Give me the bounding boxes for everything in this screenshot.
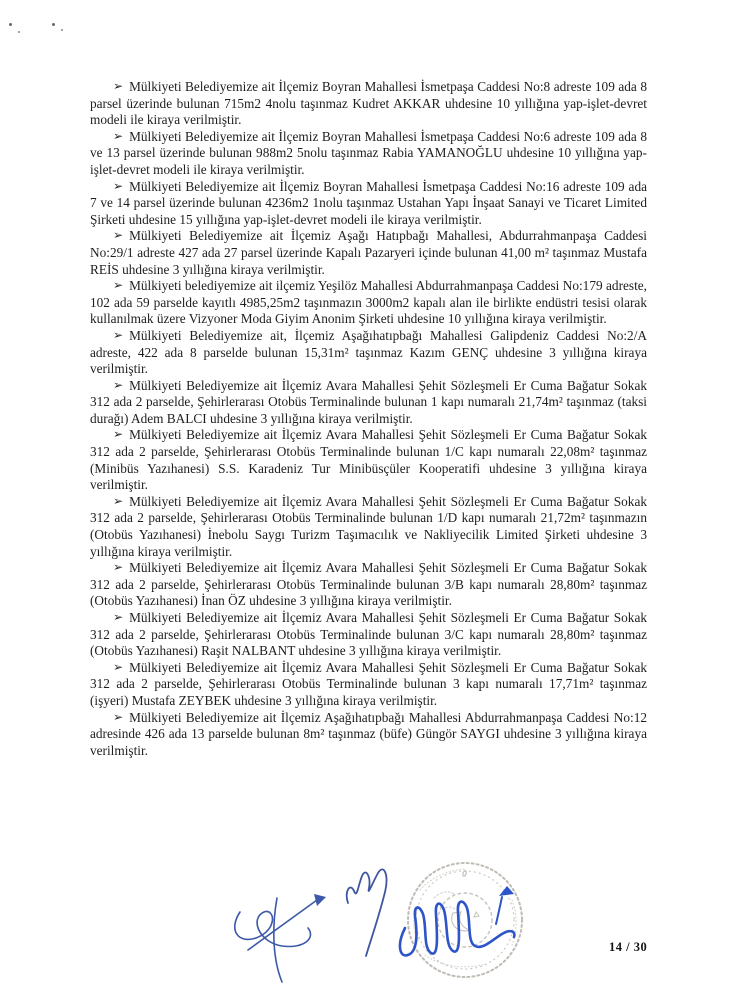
paragraph: [90, 228, 647, 278]
paragraph-text: Mülkiyeti Belediyemize ait İlçemiz Avara Mahallesi Şehit Sözleşmeli Er Cuma Bağatur Sokak 312 ada 2 parselde, Şehirlerarası Otobüs Terminalinde bulunan 1/D kapı numaralı 21,72m² taşınmazın (Otobüs Yazıhanesi) İnebolu Saygı Turizm Taşımacılık ve Nakliyecilik Limited Şirketi uhdesine 3 yıllığına kiraya verilmiştir.: [90, 493, 647, 559]
stamp-and-signatures-layer: [220, 850, 660, 1000]
scan-speck: [18, 31, 20, 33]
paragraph: [90, 79, 647, 129]
paragraph: [90, 328, 647, 378]
official-stamp: [408, 863, 522, 977]
bullet-arrow-icon: ➢: [113, 659, 124, 674]
bullet-arrow-icon: ➢: [113, 493, 124, 508]
paragraph-text: Mülkiyeti Belediyemize ait İlçemiz Aşağı Hatıpbağı Mahallesi, Abdurrahmanpaşa Caddesi No:29/1 adreste 427 ada 27 parsel üzerinde Kapalı Pazaryeri içinde bulunan 41,00 m² taşınmaz Mustafa REİS uhdesine 3 yıllığına kiraya verilmiştir.: [90, 228, 647, 277]
bullet-arrow-icon: ➢: [113, 327, 124, 342]
paragraph-text: Mülkiyeti Belediyemize ait İlçemiz Avara Mahallesi Şehit Sözleşmeli Er Cuma Bağatur Sokak 312 ada 2 parselde, Şehirlerarası Otobüs Terminalinde bulunan 3/B kapı numaralı 28,80m² taşınmaz (Otobüs Yazıhanesi) İnan ÖZ uhdesine 3 yıllığına kiraya verilmiştir.: [90, 560, 647, 609]
paragraph-text: Mülkiyeti Belediyemize ait İlçemiz Avara Mahallesi Şehit Sözleşmeli Er Cuma Bağatur Sokak 312 ada 2 parselde, Şehirlerarası Otobüs Terminalinde bulunan 1 kapı numaralı 21,74m² taşınmaz (taksi durağı) Adem BALCI uhdesine 3 yıllığına kiraya verilmiştir.: [90, 377, 647, 426]
arrowhead: [314, 894, 326, 906]
bullet-arrow-icon: ➢: [113, 79, 124, 93]
bullet-arrow-icon: ➢: [113, 427, 124, 442]
paragraph: [90, 129, 647, 179]
paragraph-text: Mülkiyeti Belediyemize ait, İlçemiz Aşağıhatıpbağı Mahallesi Galipdeniz Caddesi No:2/A adreste, 422 ada 8 parselde bulunan 15,31m² taşınmaz Kazım GENÇ uhdesine 3 yıllığına kiraya verilmiştir.: [90, 327, 647, 377]
paragraph-text: Mülkiyeti Belediyemize ait İlçemiz Boyran Mahallesi İsmetpaşa Caddesi No:16 adreste 109 ada 7 ve 14 parsel üzerinde bulunan 4236m2 1nolu taşınmaz Ustahan Yapı İnşaat Sanayi ve Ticaret Limited Şirketi uhdesine 15 yıllığına yap-işlet-devret modeli ile kiraya verilmiştir.: [90, 178, 647, 227]
bullet-arrow-icon: ➢: [113, 709, 124, 724]
bullet-arrow-icon: ➢: [113, 377, 124, 392]
signature-flag-tick: [499, 886, 514, 896]
paragraph: [90, 494, 647, 560]
paragraph-text: Mülkiyeti Belediyemize ait İlçemiz Boyran Mahallesi İsmetpaşa Caddesi No:6 adreste 109 ada 8 ve 13 parsel üzerinde bulunan 988m2 5nolu taşınmaz Rabia YAMANOĞLU uhdesine 10 yıllığına yap-işlet-devret modeli ile kiraya verilmiştir.: [90, 128, 647, 177]
bullet-arrow-icon: ➢: [113, 560, 124, 575]
paragraph-text: Mülkiyeti belediyemize ait ilçemiz Yeşilöz Mahallesi Abdurrahmanpaşa Caddesi No:179 adreste, 102 ada 59 parselde kayıtlı 4985,25m2 taşınmazın 3000m2 kapalı alan ile birlikte endüstri tesisi olarak kullanılmak üzere Vizyoner Moda Giyim Anonim Şirketi uhdesine 10 yıllığına kiraya verilmiştir.: [90, 278, 647, 327]
paragraph: [90, 278, 647, 328]
paragraph-list: [90, 79, 647, 759]
bullet-arrow-icon: ➢: [113, 278, 124, 293]
paragraph-text: Mülkiyeti Belediyemize ait İlçemiz Aşağıhatıpbağı Mahallesi Abdurrahmanpaşa Caddesi No:12 adresinde 426 ada 13 parselde bulunan 8m² taşınmaz (büfe) Güngör SAYGI uhdesine 3 yıllığına kiraya verilmiştir.: [90, 709, 647, 758]
scan-speck: [9, 23, 12, 26]
signature-2: [347, 869, 387, 956]
paragraph: [90, 427, 647, 493]
paragraph: [90, 610, 647, 660]
document-body: [90, 79, 647, 759]
paragraph: [90, 378, 647, 428]
signature-1: [235, 894, 326, 982]
signature-3: [400, 886, 514, 955]
paragraph: [90, 179, 647, 229]
paragraph-text: Mülkiyeti Belediyemize ait İlçemiz Avara Mahallesi Şehit Sözleşmeli Er Cuma Bağatur Sokak 312 ada 2 parselde, Şehirlerarası Otobüs Terminalinde bulunan 1/C kapı numaralı 22,08m² taşınmaz (Minibüs Yazıhanesi) S.S. Karadeniz Tur Minibüsçüler Kooperatifi uhdesine 3 yıllığına kiraya verilmiştir.: [90, 427, 647, 493]
bullet-arrow-icon: ➢: [113, 228, 124, 243]
bullet-arrow-icon: ➢: [113, 178, 124, 193]
bullet-arrow-icon: ➢: [113, 128, 124, 143]
scan-speck: [52, 23, 55, 26]
scan-speck: [61, 29, 63, 31]
paragraph-text: Mülkiyeti Belediyemize ait İlçemiz Boyran Mahallesi İsmetpaşa Caddesi No:8 adreste 109 ada 8 parsel üzerinde bulunan 715m2 4nolu taşınmaz Kudret AKKAR uhdesine 10 yıllığına yap-işlet-devret modeli ile kiraya verilmiştir.: [90, 79, 647, 128]
paragraph: [90, 710, 647, 760]
bullet-arrow-icon: ➢: [113, 610, 124, 624]
paragraph: [90, 560, 647, 610]
paragraph-text: Mülkiyeti Belediyemize ait İlçemiz Avara Mahallesi Şehit Sözleşmeli Er Cuma Bağatur Sokak 312 ada 2 parselde, Şehirlerarası Otobüs Terminalinde bulunan 3/C kapı numaralı 28,80m² taşınmaz (Otobüs Yazıhanesi) Raşit NALBANT uhdesine 3 yıllığına kiraya verilmiştir.: [90, 610, 647, 659]
paragraph-text: Mülkiyeti Belediyemize ait İlçemiz Avara Mahallesi Şehit Sözleşmeli Er Cuma Bağatur Sokak 312 ada 2 parselde, Şehirlerarası Otobüs Terminalinde bulunan 3 kapı numaralı 17,71m² taşınmaz (işyeri) Mustafa ZEYBEK uhdesine 3 yıllığına kiraya verilmiştir.: [90, 659, 647, 708]
paragraph: [90, 660, 647, 710]
page-number: 14 / 30: [609, 940, 648, 954]
